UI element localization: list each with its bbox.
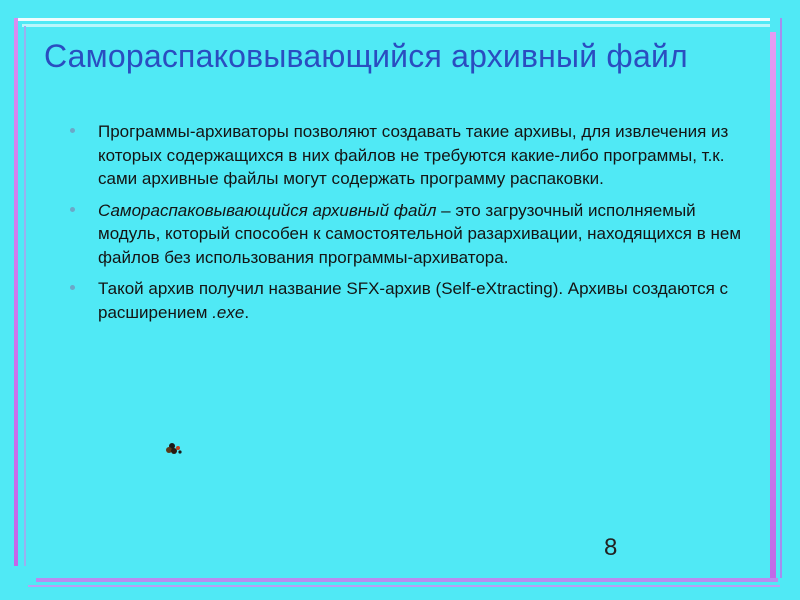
- bullet-list: [70, 120, 750, 332]
- bullet-term-emphasis: Самораспаковывающийся архивный файл: [98, 200, 437, 220]
- frame-line-top: [14, 18, 770, 21]
- bullet-text-plain: – это загрузочный исполняемый модуль, который способен к самостоятельной разархивации, находящихся в нем файлов без использования программы-архиватора.: [98, 200, 742, 267]
- frame-line-bottom-inner: [28, 585, 780, 587]
- bullet-text-plain: Такой архив получил название SFX-архив (Self-eXtracting). Архивы создаются с расширением: [98, 279, 729, 322]
- frame-line-right-inner: [780, 18, 782, 578]
- bullet-text: [98, 199, 750, 270]
- bullet-text-plain: .: [244, 302, 250, 322]
- flower-icon: [166, 442, 184, 456]
- slide-title: Самораспаковывающийся архивный файл: [44, 38, 688, 74]
- frame-line-right: [770, 32, 776, 578]
- frame-line-left: [14, 18, 18, 566]
- frame-line-bottom: [36, 578, 778, 582]
- frame-line-top-inner: [22, 24, 770, 27]
- bullet-extension-emphasis: .exe: [212, 302, 245, 322]
- frame-line-left-inner: [24, 26, 26, 566]
- bullet-dot-icon: [70, 207, 75, 212]
- bullet-text: [98, 120, 750, 191]
- bullet-item: [70, 199, 750, 270]
- bullet-item: [70, 120, 750, 191]
- bullet-dot-icon: [70, 128, 75, 133]
- bullet-text: [98, 277, 750, 324]
- page-number: 8: [604, 534, 618, 561]
- bullet-text-plain: Программы-архиваторы позволяют создавать такие архивы, для извлечения из которых содержащихся в них файлов не требуются какие-либо программы, т.к. сами архивные файлы могут содержать программу распаковки.: [98, 122, 729, 188]
- bullet-item: [70, 277, 750, 324]
- bullet-dot-icon: [70, 285, 75, 290]
